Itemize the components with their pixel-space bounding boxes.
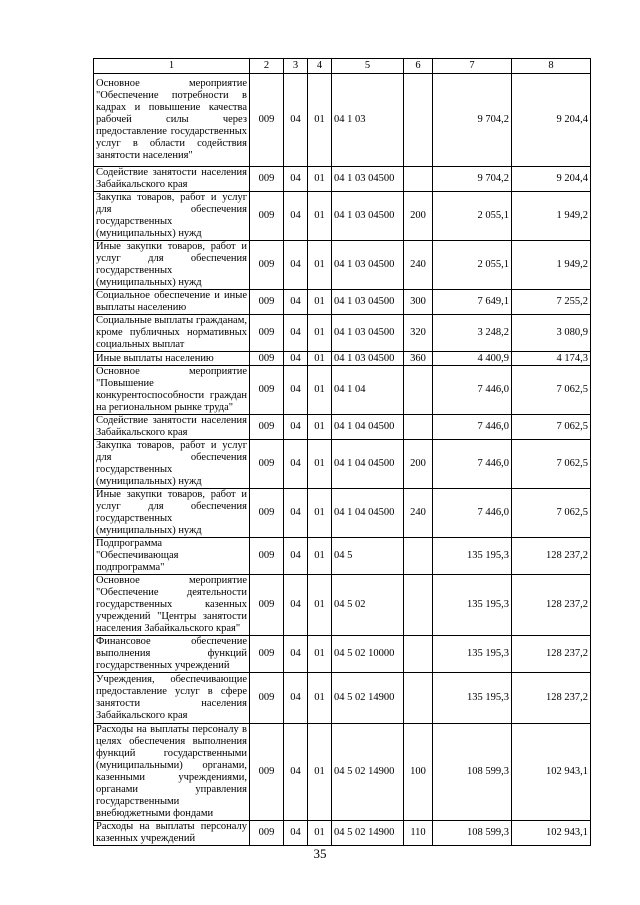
cell-target-article: 04 5 <box>332 538 404 575</box>
cell-section: 04 <box>284 352 308 366</box>
cell-section: 04 <box>284 167 308 192</box>
cell-amount-year2: 3 080,9 <box>512 315 591 352</box>
cell-expense-type <box>404 636 433 673</box>
table-row <box>94 489 591 538</box>
cell-expense-type: 200 <box>404 192 433 241</box>
cell-amount-year2: 128 237,2 <box>512 673 591 724</box>
cell-amount-year1: 7 446,0 <box>433 489 512 538</box>
cell-name: Социальное обеспечение и иные выплаты населению <box>94 290 250 315</box>
cell-subsection: 01 <box>308 241 332 290</box>
cell-amount-year2: 1 949,2 <box>512 192 591 241</box>
cell-name: Содействие занятости населения Забайкальского края <box>94 167 250 192</box>
cell-amount-year1: 2 055,1 <box>433 241 512 290</box>
table-row <box>94 192 591 241</box>
cell-subsection: 01 <box>308 74 332 167</box>
table-row <box>94 538 591 575</box>
cell-amount-year1: 3 248,2 <box>433 315 512 352</box>
cell-name: Основное мероприятие "Обеспечение деятельности государственных казенных учреждений "Центры занятости населения Забайкальского края" <box>94 575 250 636</box>
table-row <box>94 366 591 415</box>
cell-admin-code: 009 <box>250 724 284 821</box>
cell-subsection: 01 <box>308 290 332 315</box>
table-row <box>94 673 591 724</box>
cell-target-article: 04 1 04 04500 <box>332 415 404 440</box>
cell-name: Финансовое обеспечение выполнения функций государственных учреждений <box>94 636 250 673</box>
cell-name: Закупка товаров, работ и услуг для обеспечения государственных (муниципальных) нужд <box>94 192 250 241</box>
cell-expense-type <box>404 167 433 192</box>
cell-admin-code: 009 <box>250 192 284 241</box>
cell-amount-year2: 7 062,5 <box>512 415 591 440</box>
table-row <box>94 241 591 290</box>
cell-admin-code: 009 <box>250 538 284 575</box>
cell-target-article: 04 1 04 04500 <box>332 440 404 489</box>
cell-amount-year2: 7 062,5 <box>512 366 591 415</box>
column-header: 8 <box>512 59 591 74</box>
cell-section: 04 <box>284 415 308 440</box>
cell-expense-type <box>404 538 433 575</box>
cell-expense-type <box>404 74 433 167</box>
cell-target-article: 04 5 02 14900 <box>332 724 404 821</box>
cell-amount-year1: 135 195,3 <box>433 575 512 636</box>
table-body <box>94 74 591 846</box>
cell-subsection: 01 <box>308 538 332 575</box>
budget-table <box>93 58 591 846</box>
cell-expense-type: 100 <box>404 724 433 821</box>
cell-subsection: 01 <box>308 636 332 673</box>
column-header: 4 <box>308 59 332 74</box>
cell-section: 04 <box>284 440 308 489</box>
cell-section: 04 <box>284 489 308 538</box>
cell-target-article: 04 1 04 <box>332 366 404 415</box>
table-row <box>94 352 591 366</box>
column-header: 7 <box>433 59 512 74</box>
cell-admin-code: 009 <box>250 575 284 636</box>
cell-subsection: 01 <box>308 415 332 440</box>
cell-amount-year2: 9 204,4 <box>512 167 591 192</box>
cell-admin-code: 009 <box>250 440 284 489</box>
cell-target-article: 04 1 04 04500 <box>332 489 404 538</box>
cell-section: 04 <box>284 673 308 724</box>
cell-amount-year2: 128 237,2 <box>512 538 591 575</box>
cell-admin-code: 009 <box>250 290 284 315</box>
cell-amount-year1: 135 195,3 <box>433 636 512 673</box>
table-row <box>94 636 591 673</box>
cell-name: Расходы на выплаты персоналу казенных учреждений <box>94 821 250 846</box>
cell-subsection: 01 <box>308 366 332 415</box>
cell-amount-year2: 7 062,5 <box>512 440 591 489</box>
cell-target-article: 04 1 03 04500 <box>332 290 404 315</box>
cell-section: 04 <box>284 821 308 846</box>
cell-name: Иные закупки товаров, работ и услуг для обеспечения государственных (муниципальных) нужд <box>94 241 250 290</box>
cell-admin-code: 009 <box>250 636 284 673</box>
cell-name: Закупка товаров, работ и услуг для обеспечения государственных (муниципальных) нужд <box>94 440 250 489</box>
cell-expense-type: 320 <box>404 315 433 352</box>
cell-section: 04 <box>284 636 308 673</box>
cell-admin-code: 009 <box>250 315 284 352</box>
cell-subsection: 01 <box>308 575 332 636</box>
table-header-row <box>94 59 591 74</box>
cell-admin-code: 009 <box>250 241 284 290</box>
cell-subsection: 01 <box>308 352 332 366</box>
cell-amount-year1: 135 195,3 <box>433 673 512 724</box>
cell-name: Основное мероприятие "Повышение конкурентоспособности граждан на региональном рынке труда" <box>94 366 250 415</box>
cell-admin-code: 009 <box>250 821 284 846</box>
cell-expense-type <box>404 366 433 415</box>
cell-section: 04 <box>284 724 308 821</box>
cell-amount-year2: 4 174,3 <box>512 352 591 366</box>
cell-subsection: 01 <box>308 724 332 821</box>
cell-target-article: 04 1 03 04500 <box>332 241 404 290</box>
cell-expense-type: 360 <box>404 352 433 366</box>
cell-name: Иные выплаты населению <box>94 352 250 366</box>
column-header: 6 <box>404 59 433 74</box>
table-row <box>94 167 591 192</box>
cell-amount-year1: 135 195,3 <box>433 538 512 575</box>
cell-section: 04 <box>284 366 308 415</box>
cell-admin-code: 009 <box>250 167 284 192</box>
cell-amount-year1: 4 400,9 <box>433 352 512 366</box>
cell-subsection: 01 <box>308 315 332 352</box>
cell-expense-type: 200 <box>404 440 433 489</box>
cell-section: 04 <box>284 575 308 636</box>
cell-subsection: 01 <box>308 167 332 192</box>
cell-subsection: 01 <box>308 673 332 724</box>
cell-amount-year1: 108 599,3 <box>433 724 512 821</box>
table-row <box>94 415 591 440</box>
cell-name: Основное мероприятие "Обеспечение потребности в кадрах и повышение качества рабочей силы через предоставление государственных услуг в области содействия занятости населения" <box>94 74 250 167</box>
cell-subsection: 01 <box>308 489 332 538</box>
cell-admin-code: 009 <box>250 673 284 724</box>
column-header: 2 <box>250 59 284 74</box>
cell-target-article: 04 5 02 14900 <box>332 673 404 724</box>
cell-admin-code: 009 <box>250 415 284 440</box>
table-row <box>94 440 591 489</box>
table-row <box>94 315 591 352</box>
cell-amount-year2: 1 949,2 <box>512 241 591 290</box>
cell-subsection: 01 <box>308 440 332 489</box>
table-row <box>94 821 591 846</box>
cell-section: 04 <box>284 538 308 575</box>
table-row <box>94 575 591 636</box>
cell-name: Социальные выплаты гражданам, кроме публичных нормативных социальных выплат <box>94 315 250 352</box>
column-header: 3 <box>284 59 308 74</box>
cell-name: Иные закупки товаров, работ и услуг для обеспечения государственных (муниципальных) нужд <box>94 489 250 538</box>
cell-admin-code: 009 <box>250 366 284 415</box>
page-number: 35 <box>313 846 327 861</box>
cell-amount-year2: 102 943,1 <box>512 724 591 821</box>
cell-amount-year2: 9 204,4 <box>512 74 591 167</box>
cell-subsection: 01 <box>308 821 332 846</box>
cell-target-article: 04 5 02 14900 <box>332 821 404 846</box>
cell-target-article: 04 1 03 <box>332 74 404 167</box>
cell-admin-code: 009 <box>250 489 284 538</box>
cell-amount-year1: 7 649,1 <box>433 290 512 315</box>
cell-target-article: 04 1 03 04500 <box>332 352 404 366</box>
cell-admin-code: 009 <box>250 74 284 167</box>
cell-target-article: 04 1 03 04500 <box>332 167 404 192</box>
cell-name: Содействие занятости населения Забайкальского края <box>94 415 250 440</box>
cell-name: Учреждения, обеспечивающие предоставление услуг в сфере занятости населения Забайкальского края <box>94 673 250 724</box>
column-header: 5 <box>332 59 404 74</box>
cell-expense-type: 240 <box>404 241 433 290</box>
cell-admin-code: 009 <box>250 352 284 366</box>
cell-section: 04 <box>284 241 308 290</box>
cell-target-article: 04 5 02 <box>332 575 404 636</box>
cell-section: 04 <box>284 192 308 241</box>
cell-target-article: 04 1 03 04500 <box>332 192 404 241</box>
cell-amount-year1: 7 446,0 <box>433 415 512 440</box>
cell-name: Подпрограмма "Обеспечивающая подпрограмма" <box>94 538 250 575</box>
cell-subsection: 01 <box>308 192 332 241</box>
cell-expense-type: 110 <box>404 821 433 846</box>
cell-amount-year1: 9 704,2 <box>433 74 512 167</box>
cell-expense-type <box>404 673 433 724</box>
cell-amount-year2: 128 237,2 <box>512 636 591 673</box>
column-header: 1 <box>94 59 250 74</box>
cell-expense-type <box>404 415 433 440</box>
cell-target-article: 04 1 03 04500 <box>332 315 404 352</box>
cell-amount-year1: 7 446,0 <box>433 440 512 489</box>
cell-expense-type <box>404 575 433 636</box>
cell-amount-year1: 108 599,3 <box>433 821 512 846</box>
cell-amount-year2: 128 237,2 <box>512 575 591 636</box>
cell-amount-year2: 7 255,2 <box>512 290 591 315</box>
cell-section: 04 <box>284 74 308 167</box>
cell-target-article: 04 5 02 10000 <box>332 636 404 673</box>
cell-amount-year1: 7 446,0 <box>433 366 512 415</box>
cell-amount-year1: 2 055,1 <box>433 192 512 241</box>
cell-expense-type: 300 <box>404 290 433 315</box>
cell-name: Расходы на выплаты персоналу в целях обеспечения выполнения функций государственными (муниципальными) органами, казенными учреждениями, органами управления государственными внебюджетными фондами <box>94 724 250 821</box>
cell-amount-year2: 7 062,5 <box>512 489 591 538</box>
table-row <box>94 724 591 821</box>
cell-amount-year1: 9 704,2 <box>433 167 512 192</box>
cell-expense-type: 240 <box>404 489 433 538</box>
table-row <box>94 74 591 167</box>
cell-section: 04 <box>284 315 308 352</box>
table-row <box>94 290 591 315</box>
cell-amount-year2: 102 943,1 <box>512 821 591 846</box>
cell-section: 04 <box>284 290 308 315</box>
